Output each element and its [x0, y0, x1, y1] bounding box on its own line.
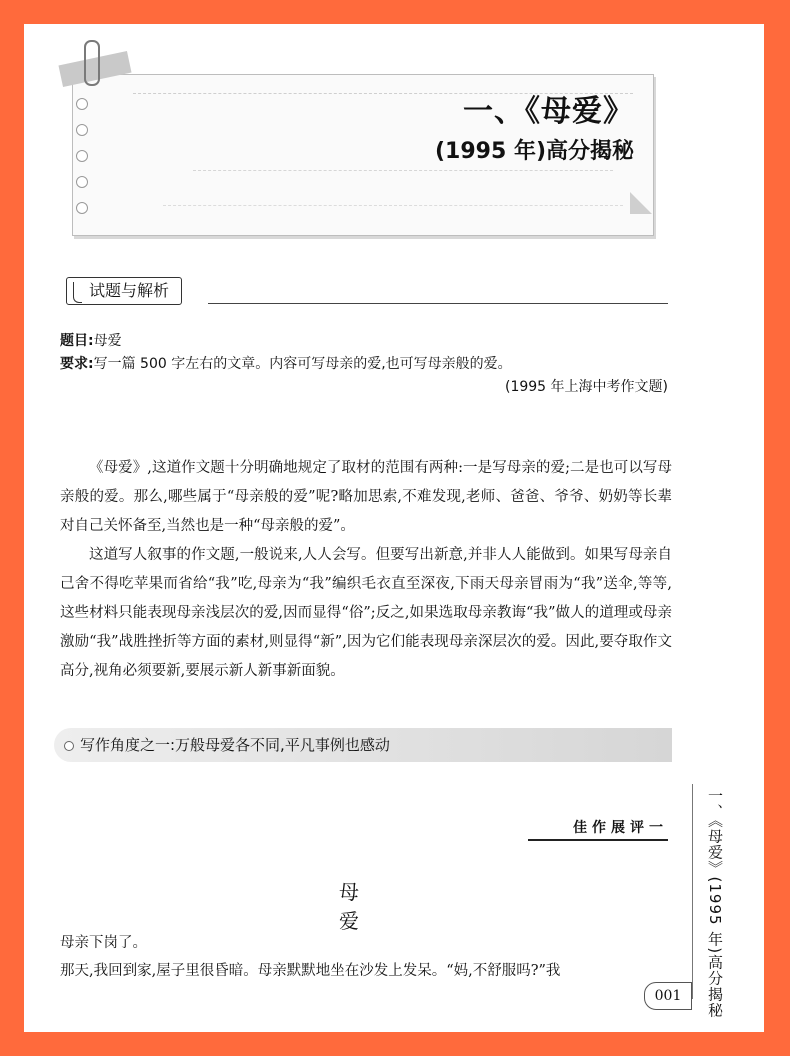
chapter-title: 一、《母爱》 [463, 94, 634, 129]
book-page [24, 24, 764, 1032]
analysis-paragraph: 这道写人叙事的作文题,一般说来,人人会写。但要写出新意,并非人人能做到。如果写母亲自己舍不得吃苹果而省给“我”吃,母亲为“我”编织毛衣直至深夜,下雨天母亲冒雨为“我”送伞,等等,这些材料只能表现母亲浅层次的爱,因而显得“俗”;反之,如果选取母亲教诲“我”做人的道理或母亲激励“我”战胜挫折等方面的素材,则显得“新”,因为它们能表现母亲深层次的爱。因此,要夺取作文高分,视角必须要新,要展示新人新事新面貌。 [60, 547, 672, 679]
review-underline [528, 839, 668, 841]
section-tag-label: 试题与解析 [89, 281, 170, 300]
page-number: 001 [644, 982, 692, 1010]
punch-hole [76, 98, 88, 110]
writing-angle-label: 写作角度之一:万般母爱各不同,平凡事例也感动 [80, 736, 390, 754]
bleed-through-line [163, 205, 623, 206]
topic-value: 母爱 [93, 333, 122, 349]
requirement-label: 要求: [60, 356, 94, 372]
analysis-paragraph: 《母爱》,这道作文题十分明确地规定了取材的范围有两种:一是写母亲的爱;二是也可以写母亲般的爱。那么,哪些属于“母亲般的爱”呢?略加思索,不难发现,老师、爸爸、爷爷、奶奶等长辈对自己关怀备至,当然也是一种“母亲般的爱”。 [60, 460, 672, 534]
review-heading: 佳作展评一 [573, 820, 668, 836]
chapter-subtitle: (1995 年)高分揭秘 [435, 139, 634, 164]
requirement-value: 写一篇 500 字左右的文章。内容可写母亲的爱,也可写母亲般的爱。 [93, 356, 512, 372]
analysis-text [60, 454, 672, 686]
tag-hook-icon [73, 282, 82, 303]
writing-angle-banner [54, 728, 672, 762]
punch-hole [76, 150, 88, 162]
topic-label: 题目: [60, 333, 94, 349]
essay-line: 那天,我回到家,屋子里很昏暗。母亲默默地坐在沙发上发呆。“妈,不舒服吗?”我 [60, 963, 561, 979]
essay-line: 母亲下岗了。 [60, 935, 147, 951]
topic-line [60, 330, 122, 350]
requirement-line [60, 353, 512, 373]
sidebar-rule [692, 784, 693, 999]
section-tag [66, 277, 182, 305]
page-fold-corner [630, 192, 652, 214]
punch-hole [76, 124, 88, 136]
paperclip-icon [84, 40, 100, 86]
essay-title: 母 爱 [339, 880, 389, 933]
section-rule [208, 303, 668, 304]
bleed-through-line [193, 170, 613, 181]
punch-hole [76, 202, 88, 214]
running-chapter-title: 一、《母爱》(1995 年)高分揭秘 [706, 788, 724, 1019]
question-source: (1995 年上海中考作文题) [504, 379, 668, 395]
punch-hole [76, 176, 88, 188]
bullet-icon [64, 741, 74, 751]
